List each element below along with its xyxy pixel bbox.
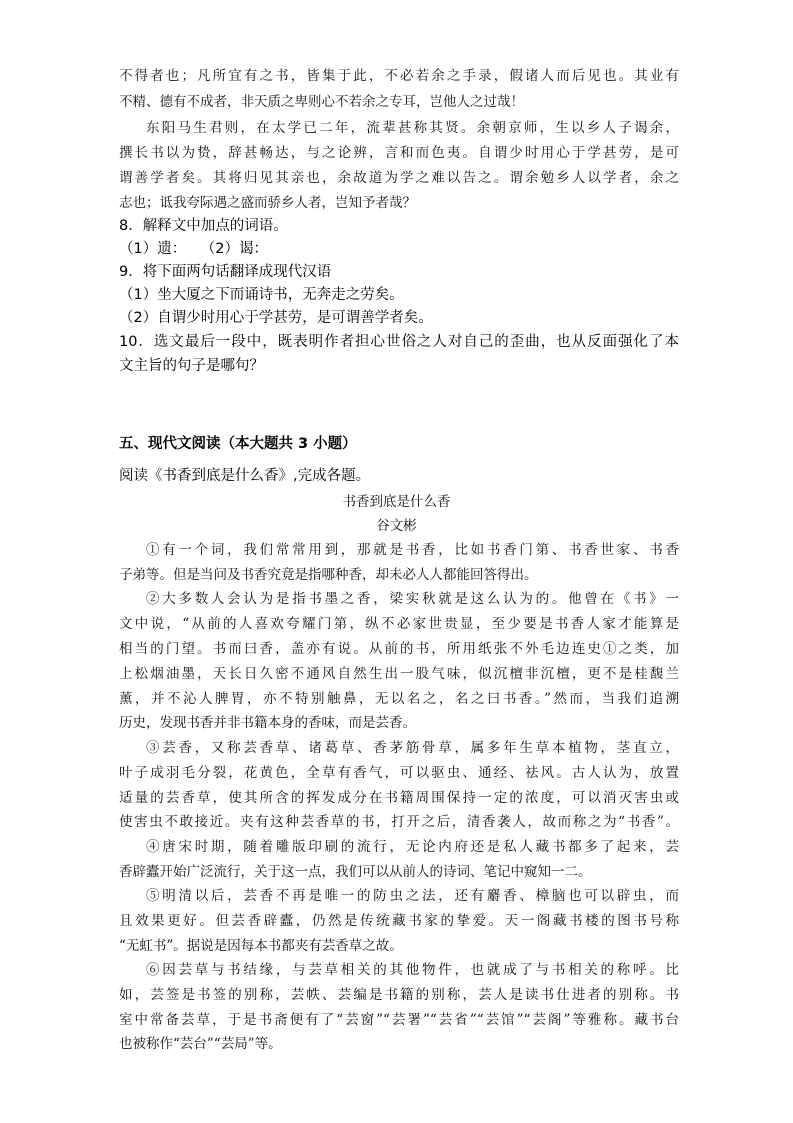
question-10-line-2: 文主旨的句子是哪句？ xyxy=(119,358,264,374)
question-8: 8．解释文中加点的词语。 xyxy=(119,218,288,234)
article-line: ③芸香，又称芸香草、诸葛草、香茅筋骨草，属多年生草本植物，茎直立， xyxy=(146,740,679,756)
article-line: ①有一个词，我们常常用到，那就是书香，比如书香门第、书香世家、书香 xyxy=(146,542,679,558)
classical-line-4: 撰长书以为贽，辞甚畅达，与之论辨，言和而色夷。自谓少时用心于学甚劳，是可 xyxy=(119,145,679,161)
article-line: 使害虫不敢接近。夹有这种芸香草的书，打开之后，清香袭人，故而称之为“书香”。 xyxy=(119,814,679,830)
article-line: 文中说，“从前的人喜欢夸耀门第，纵不必家世贵显，至少要是书香人家才能算是 xyxy=(119,616,679,632)
article-line: 香辟蠹开始广泛流行，关于这一点，我们可以从前人的诗词、笔记中窥知一二。 xyxy=(119,864,592,880)
question-9-item-2: （2）自谓少时用心于学甚劳，是可谓善学者矣。 xyxy=(119,310,433,326)
article-line: 室中常备芸草，于是书斋便有了“芸窗”“芸署”“芸省”“芸馆”“芸阁”等雅称。藏书台 xyxy=(119,1012,679,1028)
article-line: 适量的芸香草，使其所含的挥发成分在书籍周围保持一定的浓度，可以消灭害虫或 xyxy=(119,790,679,806)
article-line: ⑤明清以后，芸香不再是唯一的防虫之法，还有麝香、樟脑也可以辟虫，而 xyxy=(146,888,679,904)
article-line: 也被称作“芸台”“芸局”等。 xyxy=(119,1036,282,1052)
classical-line-5: 谓善学者矣。其将归见其亲也，余故道为学之难以告之。谓余勉乡人以学者，余之 xyxy=(119,170,679,186)
classical-line-2: 不精、德有不成者，非天质之卑则心不若余之专耳，岂他人之过哉！ xyxy=(119,94,524,110)
article-line: 相当的门望。书而曰香，盖亦有说。从前的书，所用纸张不外毛边连史①之类，加 xyxy=(119,641,679,657)
article-line: 叶子成羽毛分裂，花黄色，全草有香气，可以驱虫、通经、祛风。古人认为，放置 xyxy=(119,765,679,781)
article-line: 薰，并不沁人脾胃，亦不特别触鼻，无以名之，名之曰书香。”然而，当我们追溯 xyxy=(119,691,679,707)
article-author: 谷文彬 xyxy=(376,518,417,534)
classical-line-6: 志也；诋我夸际遇之盛而骄乡人者，岂知予者哉？ xyxy=(119,195,416,211)
article-line: ②大多数人会认为是指书墨之香，梁实秋就是这么认为的。他曾在《书》一 xyxy=(146,591,679,607)
classical-line-3: 东阳马生君则，在太学已二年，流辈甚称其贤。余朝京师，生以乡人子谒余， xyxy=(146,120,679,136)
classical-line-1: 不得者也；凡所宜有之书，皆集于此，不必若余之手录，假诸人而后见也。其业有 xyxy=(119,68,679,84)
question-9: 9．将下面两句话翻译成现代汉语 xyxy=(119,264,332,280)
question-8-items: （1）遗： （2）谒： xyxy=(119,241,268,257)
article-line: 上松烟油墨，天长日久密不通风自然生出一股气味，似沉檀非沉檀，更不是桂馥兰 xyxy=(119,666,679,682)
question-10-line-1: 10．选文最后一段中，既表明作者担心世俗之人对自己的歪曲，也从反面强化了本 xyxy=(119,334,679,350)
article-line: ⑥因芸草与书结缘，与芸草相关的其他物件，也就成了与书相关的称呼。比 xyxy=(146,962,679,978)
question-9-item-1: （1）坐大厦之下而诵诗书，无奔走之劳矣。 xyxy=(119,287,404,303)
section-heading: 五、现代文阅读（本大题共 3 小题） xyxy=(119,436,357,452)
article-title: 书香到底是什么香 xyxy=(342,494,451,510)
article-line: 历史，发现书香并非书籍本身的香味，而是芸香。 xyxy=(119,715,416,731)
article-line: 如，芸签是书签的别称，芸帙、芸编是书籍的别称，芸人是读书仕进者的别称。书 xyxy=(119,987,679,1003)
reading-instruction: 阅读《书香到底是什么香》,完成各题。 xyxy=(119,468,371,484)
article-line: ④唐宋时期，随着雕版印刷的流行，无论内府还是私人藏书都多了起来，芸 xyxy=(146,839,679,855)
article-line: “无虹书”。据说是因每本书都夹有芸香草之故。 xyxy=(119,938,403,954)
article-line: 子弟等。但是当问及书香究竟是指哪种香，却未必人人都能回答得出。 xyxy=(119,567,538,583)
article-line: 且效果更好。但芸香辟蠹，仍然是传统藏书家的挚爱。天一阁藏书楼的图书号称 xyxy=(119,913,679,929)
